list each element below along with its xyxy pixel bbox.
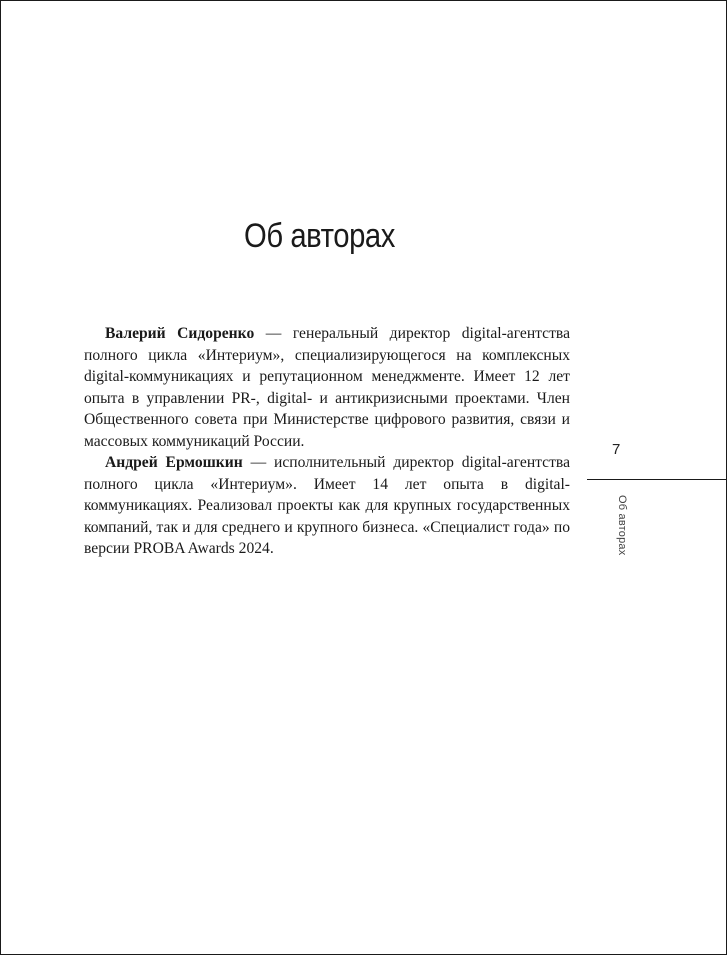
page-number: 7: [612, 441, 621, 458]
page-title: Об авторах: [244, 217, 395, 255]
author-paragraph: [84, 452, 570, 560]
margin-divider: [587, 479, 727, 480]
author-name: Андрей Ермошкин: [105, 454, 243, 471]
author-name: Валерий Сидоренко: [105, 325, 255, 342]
author-bio: — исполнительный директор digital-агентства полного цикла «Интериум». Имеет 14 лет опыта в digital-коммуникациях. Реализовал проекты как для крупных государственных компаний, так и для среднего и крупного бизнеса. «Специалист года» по версии PROBA Awards 2024.: [84, 454, 570, 557]
authors-section: [84, 323, 570, 560]
author-bio: — генеральный директор digital-агентства полного цикла «Интериум», специализирующегося на комплексных digital-коммуникациях и репутационном менеджменте. Имеет 12 лет опыта в управлении PR-, digital- и антикризисными проектами. Член Общественного совета при Министерстве цифрового развития, связи и массовых коммуникаций России.: [84, 325, 570, 450]
author-paragraph: [84, 323, 570, 452]
running-head: Об авторах: [616, 495, 628, 556]
